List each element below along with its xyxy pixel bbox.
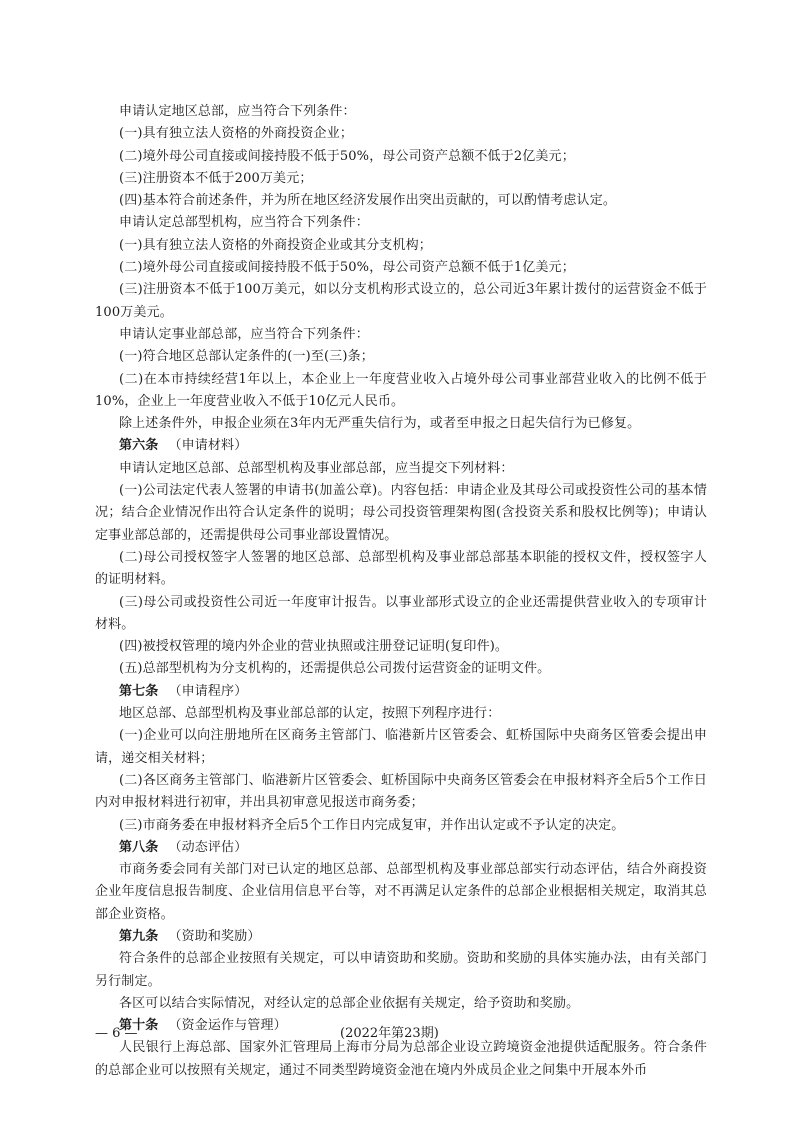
paragraph: (四)被授权管理的境内外企业的营业执照或注册登记证明(复印件)。: [119, 639, 509, 655]
article-title: （申请材料）: [168, 438, 248, 454]
paragraph: (二)境外母公司直接或间接持股不低于50%，母公司资产总额不低于2亿美元；: [119, 148, 575, 164]
article-number: 第七条: [119, 683, 159, 699]
paragraph: (三)注册资本不低于200万美元；: [119, 170, 313, 186]
paragraph: (一)具有独立法人资格的外商投资企业；: [119, 126, 353, 142]
paragraph: (一)具有独立法人资格的外商投资企业或其分支机构；: [119, 237, 432, 253]
paragraph: (四)基本符合前述条件，并为所在地区经济发展作出突出贡献的，可以酌情考虑认定。: [119, 193, 616, 209]
paragraph: 符合条件的总部企业按照有关规定，可以申请资助和奖励。资助和奖励的具体实施办法，由有关部门另行制定。: [95, 951, 707, 989]
paragraph: (二)母公司授权签字人签署的地区总部、总部型机构及事业部总部基本职能的授权文件，授权签字人的证明材料。: [95, 549, 707, 588]
paragraph: (一)企业可以向注册地所在区商务主管部门、临港新片区管委会、虹桥国际中央商务区管委会提出申请，递交相关材料；: [95, 728, 707, 766]
article-heading: [95, 837, 707, 859]
paragraph: (一)公司法定代表人签署的申请书(加盖公章)。内容包括：申请企业及其母公司或投资性公司的基本情况；结合企业情况作出符合认定条件的说明；母公司投资管理架构图(含投资关系和股权比例等)；申请认定事业部总部的，还需提供母公司事业部设置情况。: [95, 483, 707, 543]
paragraph: 申请认定事业部总部，应当符合下列条件：: [119, 326, 369, 342]
paragraph: 申请认定地区总部、总部型机构及事业部总部，应当提交下列材料：: [119, 460, 514, 476]
page-footer: [95, 1023, 707, 1045]
article-heading: [95, 435, 707, 457]
paragraph: (三)注册资本不低于100万美元，如以分支机构形式设立的，总公司近3年累计拨付的运营资金不低于100万美元。: [95, 282, 707, 320]
paragraph: 申请认定总部型机构，应当符合下列条件：: [119, 215, 369, 231]
issue-number: (2022年第23期): [340, 1026, 439, 1041]
paragraph: 市商务委会同有关部门对已认定的地区总部、总部型机构及事业部总部实行动态评估，结合外商投资企业年度信息报告制度、企业信用信息平台等，对不再满足认定条件的总部企业根据相关规定，取消其总部企业资格。: [95, 862, 707, 922]
article-heading: [95, 681, 707, 703]
paragraph: (三)母公司或投资性公司近一年度审计报告。以事业部形式设立的企业还需提供营业收入的专项审计材料。: [95, 594, 707, 632]
page-number: — 6 —: [95, 1026, 138, 1041]
paragraph: 人民银行上海总部、国家外汇管理局上海市分局为总部企业设立跨境资金池提供适配服务。符合条件的总部企业可以按照有关规定，通过不同类型跨境资金池在境内外成员企业之间集中开展本外币: [95, 1040, 707, 1078]
article-number: 第九条: [119, 928, 159, 944]
article-number: 第十条: [119, 1018, 159, 1034]
paragraph: (一)符合地区总部认定条件的(一)至(三)条；: [119, 349, 374, 365]
article-title: （资助和奖励）: [168, 928, 261, 944]
article-number: 第八条: [119, 839, 159, 855]
paragraph: (五)总部型机构为分支机构的，还需提供总公司拨付运营资金的证明文件。: [119, 661, 551, 677]
article-heading: [95, 926, 707, 948]
paragraph: (二)在本市持续经营1年以上，本企业上一年度营业收入占境外母公司事业部营业收入的比例不低于10%，企业上一年度营业收入不低于10亿元人民币。: [95, 371, 707, 409]
paragraph: 各区可以结合实际情况，对经认定的总部企业依据有关规定，给予资助和奖励。: [119, 995, 580, 1011]
paragraph: 地区总部、总部型机构及事业部总部的认定，按照下列程序进行：: [119, 706, 501, 722]
paragraph: (三)市商务委在申报材料齐全后5个工作日内完成复审，并作出认定或不予认定的决定。: [119, 817, 625, 833]
paragraph: (二)境外母公司直接或间接持股不低于50%，母公司资产总额不低于1亿美元；: [119, 260, 575, 276]
paragraph: 申请认定地区总部，应当符合下列条件：: [119, 104, 356, 119]
article-number: 第六条: [119, 438, 159, 454]
article-title: （申请程序）: [168, 683, 248, 699]
article-title: （资金运作与管理）: [168, 1018, 287, 1034]
paragraph: 除上述条件外，申报企业须在3年内无严重失信行为，或者至申报之日起失信行为已修复。: [119, 416, 641, 432]
article-title: （动态评估）: [168, 839, 248, 855]
document-body: [95, 101, 707, 1082]
paragraph: (二)各区商务主管部门、临港新片区管委会、虹桥国际中央商务区管委会在申报材料齐全后5个工作日内对申报材料进行初审，并出具初审意见报送市商务委；: [95, 772, 707, 811]
